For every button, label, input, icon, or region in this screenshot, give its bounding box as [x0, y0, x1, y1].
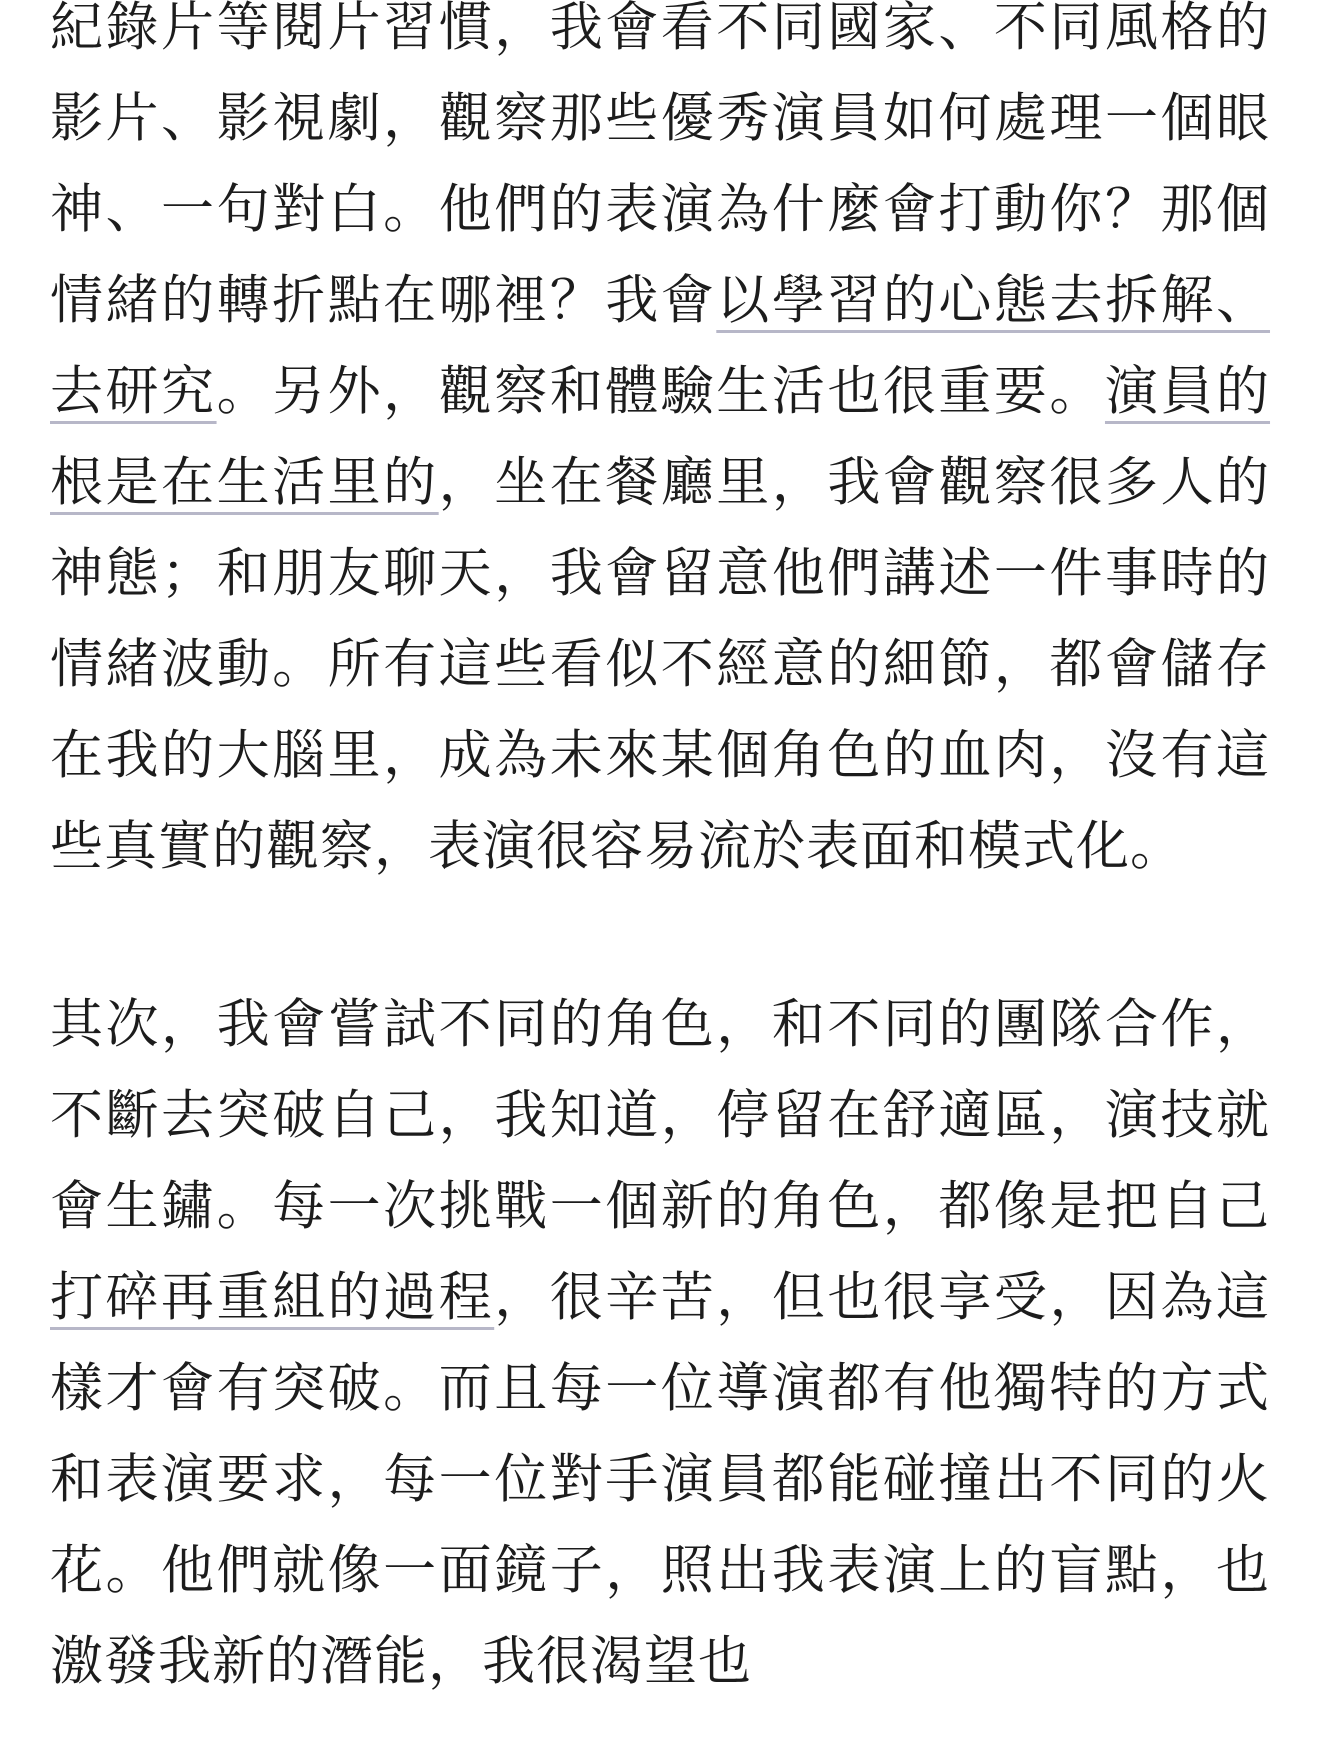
paragraph-text: ，很辛苦，但也很享受，因為這樣才會有突破。而且每一位導演都有他獨特的方式和表演要求，每一位對手演員都能碰撞出不同的火花。他們就像一面鏡子，照出我表演上的盲點，也激發我新的潛能，我很渴望也	[50, 1267, 1271, 1692]
highlight-link-rebuild-process[interactable]: 打碎再重組的過程	[50, 1267, 495, 1328]
paragraph-1	[50, 0, 1270, 892]
article-body	[50, 0, 1270, 1707]
paragraph-2	[50, 979, 1270, 1707]
highlight-link-actor-roots[interactable]: 演員的根是在生活里的	[50, 361, 1271, 513]
highlight-link-learning-attitude[interactable]: 以學習的心態去拆解、去研究	[50, 270, 1271, 422]
paragraph-text: 。另外，觀察和體驗生活也很重要。	[216, 361, 1105, 422]
paragraph-text: ，坐在餐廳里，我會觀察很多人的神態；和朋友聊天，我會留意他們講述一件事時的情緒波動。所有這些看似不經意的細節，都會儲存在我的大腦里，成為未來某個角色的血肉，沒有這些真實的觀察，表演很容易流於表面和模式化。	[50, 452, 1271, 877]
paragraph-text: 其次，我會嘗試不同的角色，和不同的團隊合作，不斷去突破自己，我知道，停留在舒適區，演技就會生鏽。每一次挑戰一個新的角色，都像是把自己	[50, 994, 1270, 1237]
paragraph-text: 紀錄片等閱片習慣，我會看不同國家、不同風格的影片、影視劇，觀察那些優秀演員如何處理一個眼神、一句對白。他們的表演為什麼會打動你？那個情緒的轉折點在哪裡？我會	[50, 0, 1270, 331]
